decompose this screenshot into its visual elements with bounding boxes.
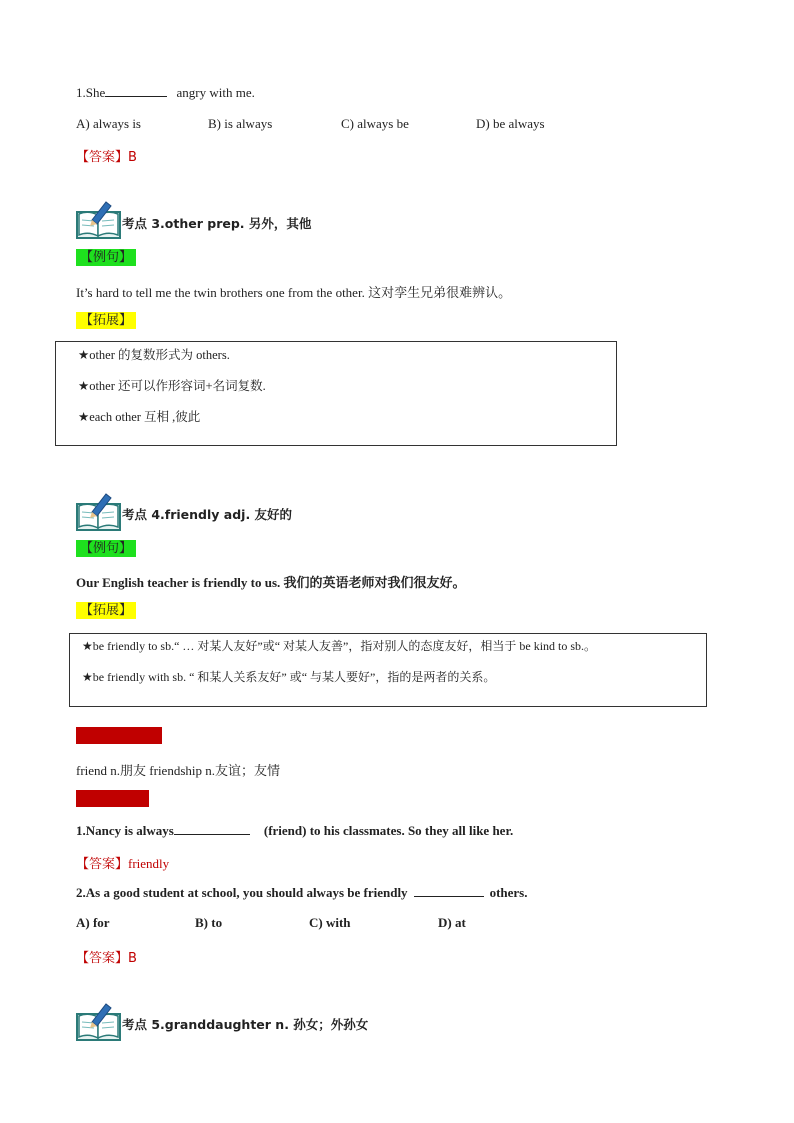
book-pencil-icon (76, 200, 122, 240)
point-3-title: 考点 3.other prep. 另外，其他 (122, 216, 312, 231)
question-1-text-before: 1.She (76, 85, 106, 100)
example-tag: 【例句】 (76, 249, 136, 266)
question-1-option-d: D) be always (476, 116, 545, 131)
question-1-option-a: A) always is (76, 116, 141, 131)
practice-question-2-option-d: D) at (438, 915, 466, 930)
practice-question-1: 1.Nancy is always (friend) to his classmates. So they all like her. (76, 823, 514, 838)
question-1-option-b: B) is always (208, 116, 273, 131)
answer-blank (414, 884, 484, 897)
practice-question-1-answer: 【答案】friendly (76, 856, 170, 872)
note-item: ★each other 互相 ,彼此 (78, 410, 201, 424)
practice-question-2-option-c: C) with (309, 915, 351, 930)
question-1 (76, 84, 255, 101)
question-1-option-c: C) always be (341, 116, 409, 131)
practice-question-2-option-b: B) to (195, 915, 223, 930)
answer-blank (105, 84, 167, 97)
answer-blank (174, 822, 250, 835)
extend-tag: 【拓展】 (76, 312, 136, 329)
point-4-title: 考点 4.friendly adj. 友好的 (122, 507, 293, 522)
book-pencil-icon (76, 1002, 122, 1042)
question-1-answer: 【答案】B (76, 150, 137, 165)
practice-question-2-option-a: A) for (76, 915, 110, 930)
knowledge-link-tag: 【知识链接】 (76, 727, 162, 744)
practice-tag: 【练一练】 (76, 790, 149, 807)
note-item: ★other 的复数形式为 others. (78, 348, 230, 362)
question-1-text-after: angry with me. (173, 85, 255, 100)
practice-question-2-answer: 【答案】B (76, 951, 137, 966)
point-3-example: It’s hard to tell me the twin brothers one from the other. 这对孪生兄弟很难辨认。 (76, 285, 512, 300)
practice-question-2: 2.As a good student at school, you should always be friendly others. (76, 885, 528, 900)
knowledge-link-text: friend n.朋友 friendship n.友谊；友情 (76, 763, 281, 778)
point-4-notes-box (69, 633, 707, 707)
point-5-title: 考点 5.granddaughter n. 孙女；外孙女 (122, 1017, 369, 1032)
example-tag: 【例句】 (76, 540, 136, 557)
point-4-example: Our English teacher is friendly to us. 我们的英语老师对我们很友好。 (76, 575, 466, 590)
note-item: ★other 还可以作形容词+名词复数. (78, 379, 266, 393)
book-pencil-icon (76, 492, 122, 532)
point-3-notes-box (55, 341, 617, 446)
note-item: ★be friendly to sb.“ … 对某人友好”或“ 对某人友善”，指对别人的态度友好，相当于 be kind to sb.。 (82, 639, 597, 653)
note-item: ★be friendly with sb. “ 和某人关系友好” 或“ 与某人要好”，指的是两者的关系。 (82, 670, 496, 684)
extend-tag: 【拓展】 (76, 602, 136, 619)
